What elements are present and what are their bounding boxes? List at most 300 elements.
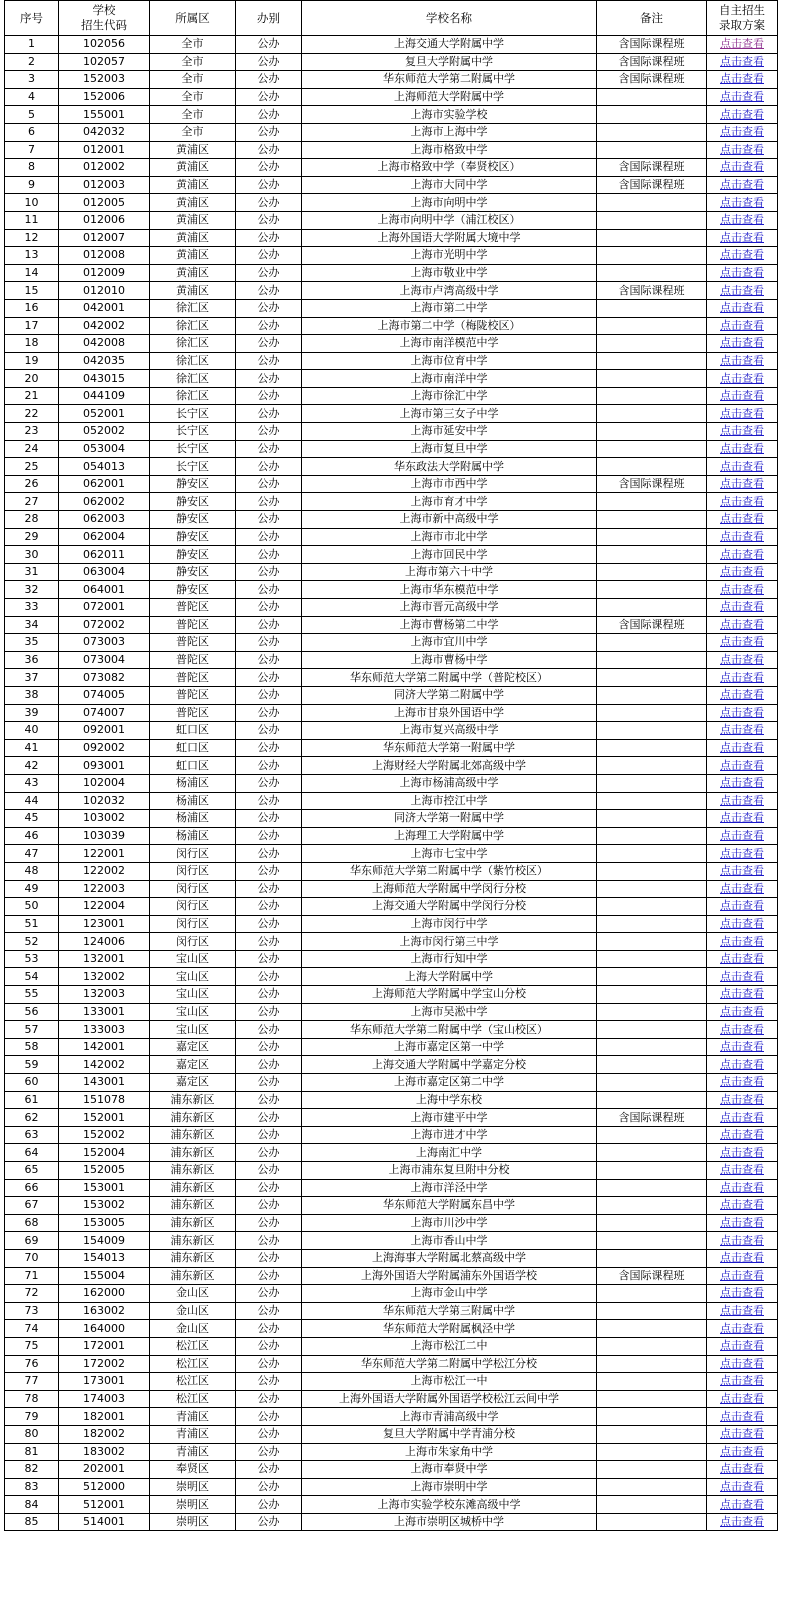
view-plan-link[interactable]: 点击查看 — [720, 107, 764, 121]
view-plan-link[interactable]: 点击查看 — [720, 617, 764, 631]
cell-seq: 67 — [5, 1197, 59, 1215]
header-plan — [707, 1, 778, 36]
cell-remark — [597, 845, 707, 863]
cell-district: 浦东新区 — [150, 1109, 236, 1127]
table-row — [5, 827, 778, 845]
cell-plan — [707, 933, 778, 951]
cell-plan — [707, 1355, 778, 1373]
cell-code: 012007 — [59, 229, 150, 247]
view-plan-link[interactable]: 点击查看 — [720, 1374, 764, 1388]
cell-type: 公办 — [236, 264, 302, 282]
cell-type: 公办 — [236, 159, 302, 177]
cell-remark — [597, 810, 707, 828]
table-row — [5, 686, 778, 704]
view-plan-link[interactable]: 点击查看 — [720, 54, 764, 68]
cell-remark — [597, 1038, 707, 1056]
view-plan-link[interactable]: 点击查看 — [720, 178, 764, 192]
cell-type: 公办 — [236, 211, 302, 229]
cell-seq: 69 — [5, 1232, 59, 1250]
view-plan-link[interactable]: 点击查看 — [720, 213, 764, 227]
table-row — [5, 1074, 778, 1092]
cell-code: 182002 — [59, 1425, 150, 1443]
header-seq: 序号 — [5, 1, 59, 36]
cell-type: 公办 — [236, 317, 302, 335]
cell-seq: 71 — [5, 1267, 59, 1285]
view-plan-link[interactable]: 点击查看 — [720, 160, 764, 174]
header-school-name: 学校名称 — [302, 1, 597, 36]
cell-seq: 10 — [5, 194, 59, 212]
view-plan-link[interactable]: 点击查看 — [720, 1392, 764, 1406]
cell-district: 松江区 — [150, 1390, 236, 1408]
view-plan-link[interactable]: 点击查看 — [720, 1163, 764, 1177]
table-row — [5, 194, 778, 212]
cell-district: 普陀区 — [150, 599, 236, 617]
table-row — [5, 53, 778, 71]
cell-school-name: 上海交通大学附属中学闵行分校 — [302, 898, 597, 916]
cell-type: 公办 — [236, 1091, 302, 1109]
cell-plan — [707, 915, 778, 933]
view-plan-link[interactable]: 点击查看 — [720, 688, 764, 702]
cell-code: 073082 — [59, 669, 150, 687]
cell-seq: 49 — [5, 880, 59, 898]
view-plan-link[interactable]: 点击查看 — [720, 424, 764, 438]
cell-type: 公办 — [236, 1162, 302, 1180]
cell-remark — [597, 123, 707, 141]
cell-district: 闵行区 — [150, 898, 236, 916]
cell-school-name: 上海市第三女子中学 — [302, 405, 597, 423]
view-plan-link[interactable]: 点击查看 — [720, 846, 764, 860]
cell-school-name: 上海市光明中学 — [302, 247, 597, 265]
view-plan-link[interactable]: 点击查看 — [720, 142, 764, 156]
cell-school-name: 上海市崇明中学 — [302, 1478, 597, 1496]
view-plan-link[interactable]: 点击查看 — [720, 371, 764, 385]
cell-type: 公办 — [236, 651, 302, 669]
cell-school-name: 上海市曹杨中学 — [302, 651, 597, 669]
view-plan-link[interactable]: 点击查看 — [720, 1479, 764, 1493]
table-row — [5, 405, 778, 423]
view-plan-link[interactable]: 点击查看 — [720, 389, 764, 403]
cell-plan — [707, 88, 778, 106]
cell-seq: 1 — [5, 36, 59, 54]
cell-seq: 13 — [5, 247, 59, 265]
cell-code: 053004 — [59, 440, 150, 458]
cell-district: 徐汇区 — [150, 299, 236, 317]
cell-plan — [707, 827, 778, 845]
view-plan-link[interactable]: 点击查看 — [720, 1444, 764, 1458]
view-plan-link[interactable]: 点击查看 — [720, 1004, 764, 1018]
cell-code: 153005 — [59, 1214, 150, 1232]
cell-district: 闵行区 — [150, 933, 236, 951]
cell-seq: 12 — [5, 229, 59, 247]
cell-school-name: 上海市延安中学 — [302, 423, 597, 441]
cell-type: 公办 — [236, 352, 302, 370]
table-row — [5, 862, 778, 880]
header-plan-line1: 自主招生 — [719, 3, 765, 17]
view-plan-link[interactable]: 点击查看 — [720, 1427, 764, 1441]
cell-plan — [707, 986, 778, 1004]
cell-plan — [707, 792, 778, 810]
cell-plan — [707, 36, 778, 54]
view-plan-link[interactable]: 点击查看 — [720, 1304, 764, 1318]
cell-plan — [707, 106, 778, 124]
view-plan-link[interactable]: 点击查看 — [720, 1356, 764, 1370]
cell-school-name: 上海外国语大学附属外国语学校松江云间中学 — [302, 1390, 597, 1408]
cell-district: 金山区 — [150, 1320, 236, 1338]
cell-remark — [597, 88, 707, 106]
cell-type: 公办 — [236, 1267, 302, 1285]
cell-plan — [707, 493, 778, 511]
cell-plan — [707, 123, 778, 141]
view-plan-link[interactable]: 点击查看 — [720, 758, 764, 772]
cell-plan — [707, 950, 778, 968]
cell-school-name: 上海市回民中学 — [302, 546, 597, 564]
table-row — [5, 1249, 778, 1267]
cell-type: 公办 — [236, 880, 302, 898]
view-plan-link[interactable]: 点击查看 — [720, 670, 764, 684]
view-plan-link[interactable]: 点击查看 — [720, 916, 764, 930]
cell-code: 142002 — [59, 1056, 150, 1074]
cell-code: 092002 — [59, 739, 150, 757]
view-plan-link[interactable]: 点击查看 — [720, 1339, 764, 1353]
view-plan-link[interactable]: 点击查看 — [720, 266, 764, 280]
cell-school-name: 华东师范大学附属东昌中学 — [302, 1197, 597, 1215]
cell-plan — [707, 71, 778, 89]
cell-district: 全市 — [150, 36, 236, 54]
view-plan-link[interactable]: 点击查看 — [720, 1092, 764, 1106]
cell-plan — [707, 194, 778, 212]
cell-remark — [597, 387, 707, 405]
view-plan-link[interactable]: 点击查看 — [720, 72, 764, 86]
view-plan-link[interactable]: 点击查看 — [720, 283, 764, 297]
cell-seq: 33 — [5, 599, 59, 617]
cell-district: 黄浦区 — [150, 282, 236, 300]
cell-code: 072001 — [59, 599, 150, 617]
cell-type: 公办 — [236, 475, 302, 493]
cell-plan — [707, 282, 778, 300]
view-plan-link[interactable]: 点击查看 — [720, 899, 764, 913]
view-plan-link[interactable]: 点击查看 — [720, 230, 764, 244]
view-plan-link[interactable]: 点击查看 — [720, 600, 764, 614]
view-plan-link[interactable]: 点击查看 — [720, 881, 764, 895]
cell-plan — [707, 440, 778, 458]
cell-seq: 72 — [5, 1285, 59, 1303]
cell-plan — [707, 1144, 778, 1162]
view-plan-link[interactable]: 点击查看 — [720, 1128, 764, 1142]
view-plan-link[interactable]: 点击查看 — [720, 125, 764, 139]
cell-remark — [597, 229, 707, 247]
cell-district: 静安区 — [150, 563, 236, 581]
table-row — [5, 159, 778, 177]
cell-remark — [597, 986, 707, 1004]
view-plan-link[interactable]: 点击查看 — [720, 512, 764, 526]
cell-type: 公办 — [236, 88, 302, 106]
cell-remark — [597, 370, 707, 388]
cell-type: 公办 — [236, 634, 302, 652]
cell-seq: 39 — [5, 704, 59, 722]
table-row — [5, 1162, 778, 1180]
view-plan-link[interactable]: 点击查看 — [720, 1462, 764, 1476]
cell-remark: 含国际课程班 — [597, 176, 707, 194]
table-row — [5, 475, 778, 493]
view-plan-link[interactable]: 点击查看 — [720, 1233, 764, 1247]
cell-code: 152004 — [59, 1144, 150, 1162]
cell-district: 闵行区 — [150, 915, 236, 933]
cell-remark — [597, 634, 707, 652]
view-plan-link[interactable]: 点击查看 — [720, 1022, 764, 1036]
cell-district: 宝山区 — [150, 950, 236, 968]
table-row — [5, 493, 778, 511]
cell-code: 052002 — [59, 423, 150, 441]
cell-plan — [707, 1513, 778, 1531]
view-plan-link[interactable]: 点击查看 — [720, 952, 764, 966]
cell-school-name: 上海市格致中学（奉贤校区） — [302, 159, 597, 177]
cell-plan — [707, 1285, 778, 1303]
cell-plan — [707, 405, 778, 423]
cell-seq: 62 — [5, 1109, 59, 1127]
cell-plan — [707, 264, 778, 282]
cell-seq: 19 — [5, 352, 59, 370]
cell-remark — [597, 194, 707, 212]
view-plan-link[interactable]: 点击查看 — [720, 1075, 764, 1089]
view-plan-link[interactable]: 点击查看 — [720, 406, 764, 420]
view-plan-link[interactable]: 点击查看 — [720, 477, 764, 491]
cell-seq: 37 — [5, 669, 59, 687]
cell-remark — [597, 1478, 707, 1496]
view-plan-link[interactable]: 点击查看 — [720, 318, 764, 332]
view-plan-link[interactable]: 点击查看 — [720, 864, 764, 878]
cell-type: 公办 — [236, 106, 302, 124]
cell-school-name: 上海交通大学附属中学 — [302, 36, 597, 54]
view-plan-link[interactable]: 点击查看 — [720, 1216, 764, 1230]
view-plan-link[interactable]: 点击查看 — [720, 582, 764, 596]
table-row — [5, 898, 778, 916]
cell-type: 公办 — [236, 194, 302, 212]
cell-remark — [597, 1355, 707, 1373]
cell-plan — [707, 739, 778, 757]
cell-plan — [707, 247, 778, 265]
cell-type: 公办 — [236, 299, 302, 317]
header-code — [59, 1, 150, 36]
cell-remark — [597, 950, 707, 968]
cell-plan — [707, 722, 778, 740]
cell-district: 青浦区 — [150, 1443, 236, 1461]
view-plan-link[interactable]: 点击查看 — [720, 705, 764, 719]
cell-type: 公办 — [236, 1056, 302, 1074]
table-row — [5, 1038, 778, 1056]
cell-seq: 3 — [5, 71, 59, 89]
cell-district: 黄浦区 — [150, 247, 236, 265]
view-plan-link[interactable]: 点击查看 — [720, 547, 764, 561]
view-plan-link[interactable]: 点击查看 — [720, 459, 764, 473]
cell-plan — [707, 352, 778, 370]
view-plan-link[interactable]: 点击查看 — [720, 1497, 764, 1511]
view-plan-link[interactable]: 点击查看 — [720, 793, 764, 807]
view-plan-link[interactable]: 点击查看 — [720, 1515, 764, 1529]
cell-plan — [707, 898, 778, 916]
cell-school-name: 复旦大学附属中学青浦分校 — [302, 1425, 597, 1443]
cell-code: 163002 — [59, 1302, 150, 1320]
cell-school-name: 上海师范大学附属中学 — [302, 88, 597, 106]
cell-code: 173001 — [59, 1373, 150, 1391]
view-plan-link[interactable]: 点击查看 — [720, 1198, 764, 1212]
view-plan-link[interactable]: 点击查看 — [720, 723, 764, 737]
cell-plan — [707, 458, 778, 476]
table-row — [5, 669, 778, 687]
table-row — [5, 546, 778, 564]
cell-plan — [707, 511, 778, 529]
cell-remark — [597, 1425, 707, 1443]
view-plan-link[interactable]: 点击查看 — [720, 1286, 764, 1300]
cell-code: 154013 — [59, 1249, 150, 1267]
cell-code: 162000 — [59, 1285, 150, 1303]
table-row — [5, 810, 778, 828]
cell-type: 公办 — [236, 986, 302, 1004]
cell-plan — [707, 581, 778, 599]
cell-school-name: 上海市浦东复旦附中分校 — [302, 1162, 597, 1180]
view-plan-link[interactable]: 点击查看 — [720, 1040, 764, 1054]
cell-plan — [707, 335, 778, 353]
cell-type: 公办 — [236, 36, 302, 54]
view-plan-link[interactable]: 点击查看 — [720, 811, 764, 825]
cell-seq: 4 — [5, 88, 59, 106]
cell-district: 浦东新区 — [150, 1179, 236, 1197]
view-plan-link[interactable]: 点击查看 — [720, 301, 764, 315]
cell-district: 浦东新区 — [150, 1214, 236, 1232]
cell-seq: 60 — [5, 1074, 59, 1092]
view-plan-link[interactable]: 点击查看 — [720, 635, 764, 649]
table-row — [5, 211, 778, 229]
header-plan-line2: 录取方案 — [719, 18, 765, 32]
cell-plan — [707, 810, 778, 828]
table-row — [5, 1056, 778, 1074]
view-plan-link[interactable]: 点击查看 — [720, 248, 764, 262]
cell-remark — [597, 1232, 707, 1250]
table-row — [5, 792, 778, 810]
cell-school-name: 上海市杨浦高级中学 — [302, 774, 597, 792]
cell-district: 全市 — [150, 71, 236, 89]
cell-seq: 15 — [5, 282, 59, 300]
cell-plan — [707, 1390, 778, 1408]
view-plan-link[interactable]: 点击查看 — [720, 565, 764, 579]
table-row — [5, 563, 778, 581]
cell-seq: 41 — [5, 739, 59, 757]
cell-remark — [597, 511, 707, 529]
view-plan-link[interactable]: 点击查看 — [720, 1180, 764, 1194]
table-row — [5, 106, 778, 124]
cell-district: 黄浦区 — [150, 211, 236, 229]
view-plan-link[interactable]: 点击查看 — [720, 741, 764, 755]
table-row — [5, 845, 778, 863]
cell-remark — [597, 1249, 707, 1267]
cell-type: 公办 — [236, 1373, 302, 1391]
cell-code: 092001 — [59, 722, 150, 740]
view-plan-link[interactable]: 点击查看 — [720, 353, 764, 367]
table-row — [5, 387, 778, 405]
cell-school-name: 上海市松江二中 — [302, 1337, 597, 1355]
cell-school-name: 上海市向明中学（浦江校区） — [302, 211, 597, 229]
cell-code: 062001 — [59, 475, 150, 493]
table-row — [5, 757, 778, 775]
view-plan-link[interactable]: 点击查看 — [720, 336, 764, 350]
cell-seq: 8 — [5, 159, 59, 177]
view-plan-link[interactable]: 点击查看 — [720, 653, 764, 667]
cell-district: 静安区 — [150, 528, 236, 546]
cell-remark — [597, 1285, 707, 1303]
view-plan-link[interactable]: 点击查看 — [720, 90, 764, 104]
view-plan-link[interactable]: 点击查看 — [720, 934, 764, 948]
cell-type: 公办 — [236, 1179, 302, 1197]
view-plan-link[interactable]: 点击查看 — [720, 37, 764, 51]
cell-seq: 58 — [5, 1038, 59, 1056]
view-plan-link[interactable]: 点击查看 — [720, 1268, 764, 1282]
cell-code: 122003 — [59, 880, 150, 898]
cell-remark — [597, 546, 707, 564]
cell-plan — [707, 563, 778, 581]
view-plan-link[interactable]: 点击查看 — [720, 529, 764, 543]
cell-type: 公办 — [236, 1302, 302, 1320]
cell-type: 公办 — [236, 774, 302, 792]
view-plan-link[interactable]: 点击查看 — [720, 1251, 764, 1265]
cell-seq: 16 — [5, 299, 59, 317]
view-plan-link[interactable]: 点击查看 — [720, 1057, 764, 1071]
cell-type: 公办 — [236, 1197, 302, 1215]
view-plan-link[interactable]: 点击查看 — [720, 829, 764, 843]
view-plan-link[interactable]: 点击查看 — [720, 1409, 764, 1423]
cell-remark — [597, 1390, 707, 1408]
cell-code: 153002 — [59, 1197, 150, 1215]
table-row — [5, 141, 778, 159]
view-plan-link[interactable]: 点击查看 — [720, 987, 764, 1001]
cell-code: 064001 — [59, 581, 150, 599]
cell-seq: 20 — [5, 370, 59, 388]
cell-code: 093001 — [59, 757, 150, 775]
cell-school-name: 上海市上海中学 — [302, 123, 597, 141]
cell-type: 公办 — [236, 739, 302, 757]
cell-type: 公办 — [236, 827, 302, 845]
table-row — [5, 968, 778, 986]
cell-type: 公办 — [236, 1320, 302, 1338]
view-plan-link[interactable]: 点击查看 — [720, 776, 764, 790]
cell-district: 浦东新区 — [150, 1091, 236, 1109]
cell-plan — [707, 845, 778, 863]
cell-seq: 11 — [5, 211, 59, 229]
table-row — [5, 880, 778, 898]
view-plan-link[interactable]: 点击查看 — [720, 195, 764, 209]
cell-code: 152006 — [59, 88, 150, 106]
table-row — [5, 1337, 778, 1355]
view-plan-link[interactable]: 点击查看 — [720, 1110, 764, 1124]
view-plan-link[interactable]: 点击查看 — [720, 969, 764, 983]
cell-school-name: 上海市格致中学 — [302, 141, 597, 159]
cell-code: 124006 — [59, 933, 150, 951]
cell-type: 公办 — [236, 757, 302, 775]
cell-plan — [707, 423, 778, 441]
view-plan-link[interactable]: 点击查看 — [720, 441, 764, 455]
cell-school-name: 上海中学东校 — [302, 1091, 597, 1109]
cell-remark — [597, 423, 707, 441]
view-plan-link[interactable]: 点击查看 — [720, 1145, 764, 1159]
cell-code: 042002 — [59, 317, 150, 335]
cell-plan — [707, 1038, 778, 1056]
cell-district: 浦东新区 — [150, 1232, 236, 1250]
view-plan-link[interactable]: 点击查看 — [720, 494, 764, 508]
cell-code: 133003 — [59, 1021, 150, 1039]
cell-school-name: 上海市宜川中学 — [302, 634, 597, 652]
view-plan-link[interactable]: 点击查看 — [720, 1321, 764, 1335]
cell-seq: 65 — [5, 1162, 59, 1180]
cell-seq: 45 — [5, 810, 59, 828]
table-row — [5, 616, 778, 634]
